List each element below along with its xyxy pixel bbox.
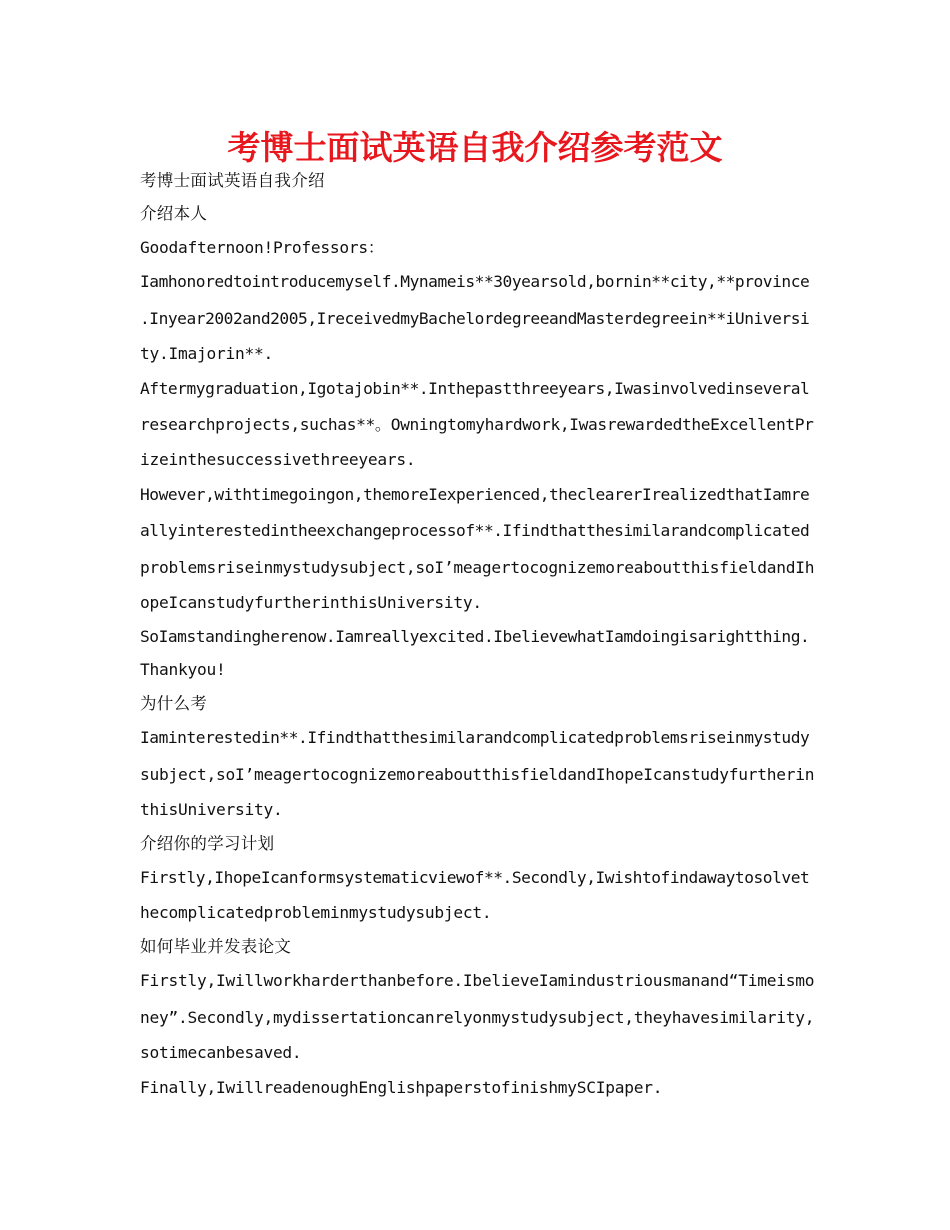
text-line: Firstly,IhopeIcanformsystematicviewof**.Secondly,Iwishtofindawaytosolvet <box>140 868 810 888</box>
text-line: .Inyear2002and2005,IreceivedmyBachelordegreeandMasterdegreein**iUniversi <box>140 308 810 328</box>
text-line: allyinterestedintheexchangeprocessof**.Ifindthatthesimilarandcomplicated <box>140 521 810 541</box>
text-line: Aftermygraduation,Igotajobin**.Inthepastthreeyears,Iwasinvolvedinseveral <box>140 378 810 398</box>
text-line: ney”.Secondly,mydissertationcanrelyonmystudysubject,theyhavesimilarity, <box>140 1007 815 1027</box>
text-line: researchprojects,suchas**。Owningtomyhardwork,IwasrewardedtheExcellentPr <box>140 414 814 434</box>
text-line: Goodafternoon!Professors： <box>140 237 384 257</box>
text-line: problemsriseinmystudysubject,soI’meagertocognizemoreaboutthisfieldandIh <box>140 557 815 577</box>
document-body <box>140 164 815 1106</box>
text-line: thisUniversity. <box>140 800 283 820</box>
text-line: hecomplicatedprobleminmystudysubject. <box>140 903 492 923</box>
section-heading: 为什么考 <box>140 693 208 713</box>
section-heading: 介绍本人 <box>140 204 208 224</box>
text-line: Iaminterestedin**.Ifindthatthesimilarandcomplicatedproblemsriseinmystudy <box>140 728 810 748</box>
text-line: Firstly,Iwillworkharderthanbefore.IbelieveIamindustriousmanand“Timeismo <box>140 971 815 991</box>
text-line: izeinthesuccessivethreeyears. <box>140 450 416 470</box>
text-line: ty.Imajorin**. <box>140 343 273 363</box>
text-line: However,withtimegoingon,themoreIexperienced,theclearerIrealizedthatIamre <box>140 484 810 504</box>
text-line: opeIcanstudyfurtherinthisUniversity. <box>140 593 482 613</box>
text-line: Finally,IwillreadenoughEnglishpaperstofinishmySCIpaper. <box>140 1077 663 1097</box>
text-line: Iamhonoredtointroducemyself.Mynameis**30yearsold,bornin**city,**province <box>140 272 810 292</box>
document-title: 考博士面试英语自我介绍参考范文 <box>227 128 723 167</box>
text-line: subject,soI’meagertocognizemoreaboutthisfieldandIhopeIcanstudyfurtherin <box>140 764 815 784</box>
section-heading: 介绍你的学习计划 <box>140 833 275 853</box>
text-line: SoIamstandinghere​now.Iamreallyexcited.IbelievewhatIamdoingisarightthing. <box>140 626 810 646</box>
section-heading: 如何毕业并发表论文 <box>140 937 292 957</box>
subtitle-line: 考博士面试英语自我介绍 <box>140 171 325 190</box>
text-line: Thankyou! <box>140 660 226 680</box>
text-line: sotimecanbesaved. <box>140 1043 302 1063</box>
